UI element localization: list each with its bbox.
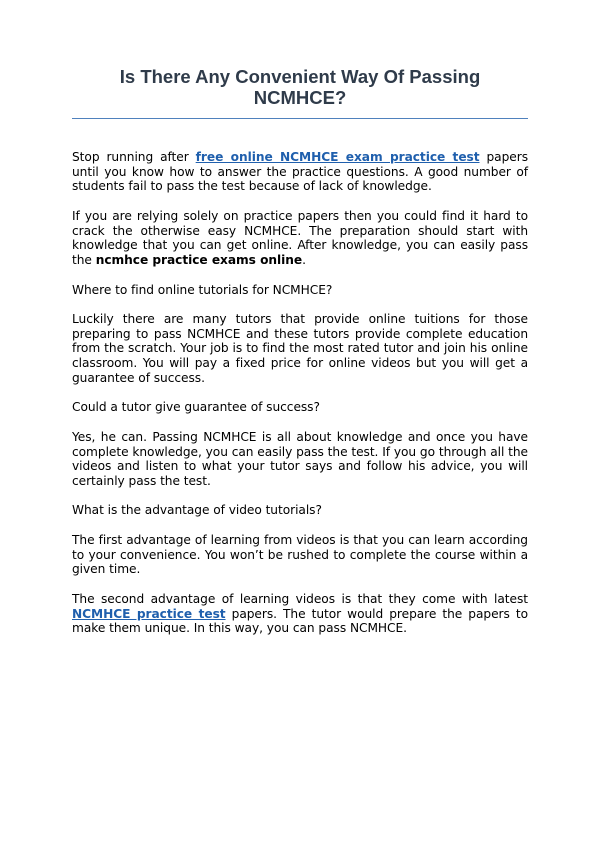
paragraph-tutors: Luckily there are many tutors that provide online tuitions for those preparing to pass NCMHCE and these tutors provide complete education from the scratch. Your job is to find the most rated tutor and join his online classroom. You will pay a fixed price for online videos but you will get a guarantee of success. — [72, 312, 528, 385]
title-divider — [72, 118, 528, 119]
paragraph-second-advantage — [72, 592, 528, 636]
document-page — [72, 66, 528, 651]
free-practice-test-link[interactable]: free online NCMHCE exam practice test — [195, 150, 480, 164]
paragraph-second-before: The second advantage of learning videos is that they come with latest — [72, 591, 528, 606]
paragraph-knowledge-before: If you are relying solely on practice papers then you could find it hard to crack the otherwise easy NCMHCE. The preparation should start with knowledge that you can get online. After knowledge, you can easily pass the — [72, 208, 528, 268]
page-title — [72, 66, 528, 108]
question-where-tutorials: Where to find online tutorials for NCMHCE? — [72, 282, 333, 297]
paragraph-second-after: papers. The tutor would prepare the papers to make them unique. In this way, you can pass NCMHCE. — [72, 606, 528, 636]
paragraph-intro-before: Stop running after — [72, 150, 196, 164]
paragraph-guarantee: Yes, he can. Passing NCMHCE is all about knowledge and once you have complete knowledge, you can easily pass the test. If you go through all the videos and listen to what your tutor says and follow his advice, you will certainly pass the test. — [72, 429, 528, 488]
paragraph-knowledge — [72, 209, 528, 268]
document-body — [72, 150, 528, 636]
question-video-advantage: What is the advantage of video tutorials? — [72, 503, 322, 518]
paragraph-intro — [72, 150, 528, 194]
question-guarantee: Could a tutor give guarantee of success? — [72, 400, 320, 415]
paragraph-knowledge-after: . — [302, 253, 306, 268]
paragraph-first-advantage: The first advantage of learning from videos is that you can learn according to your convenience. You won’t be rushed to complete the course within a given time. — [72, 532, 528, 577]
title-line-2: NCMHCE? — [253, 87, 347, 108]
title-line-1: Is There Any Convenient Way Of Passing — [119, 66, 481, 87]
bold-phrase: ncmhce practice exams online — [95, 253, 303, 268]
practice-test-link[interactable]: NCMHCE practice test — [72, 606, 226, 621]
paragraph-intro-after: papers until you know how to answer the practice questions. A good number of students fail to pass the test because of lack of knowledge. — [72, 150, 528, 194]
